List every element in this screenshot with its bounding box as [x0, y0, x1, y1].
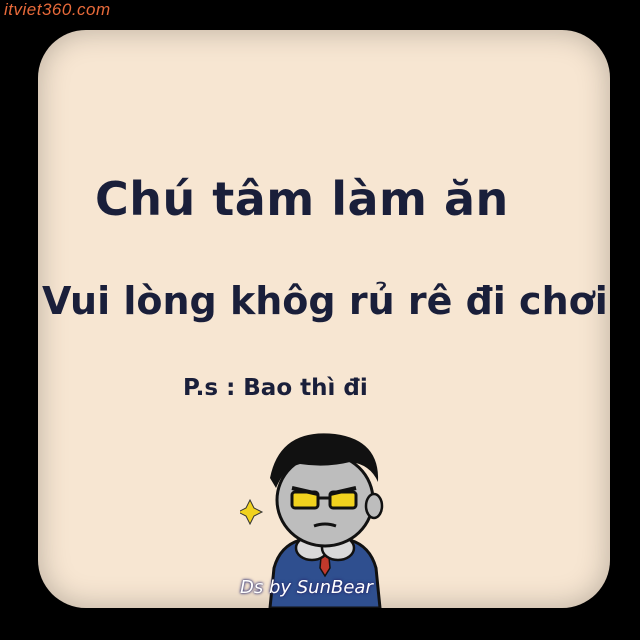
ps-text: P.s : Bao thì đi	[183, 375, 368, 401]
subline-text: Vui lòng khôg rủ rê đi chơi	[42, 279, 608, 323]
site-watermark: itviet360.com	[4, 0, 111, 19]
headline-text: Chú tâm làm ăn	[95, 172, 509, 226]
artist-credit: Ds by SunBear	[240, 577, 373, 598]
